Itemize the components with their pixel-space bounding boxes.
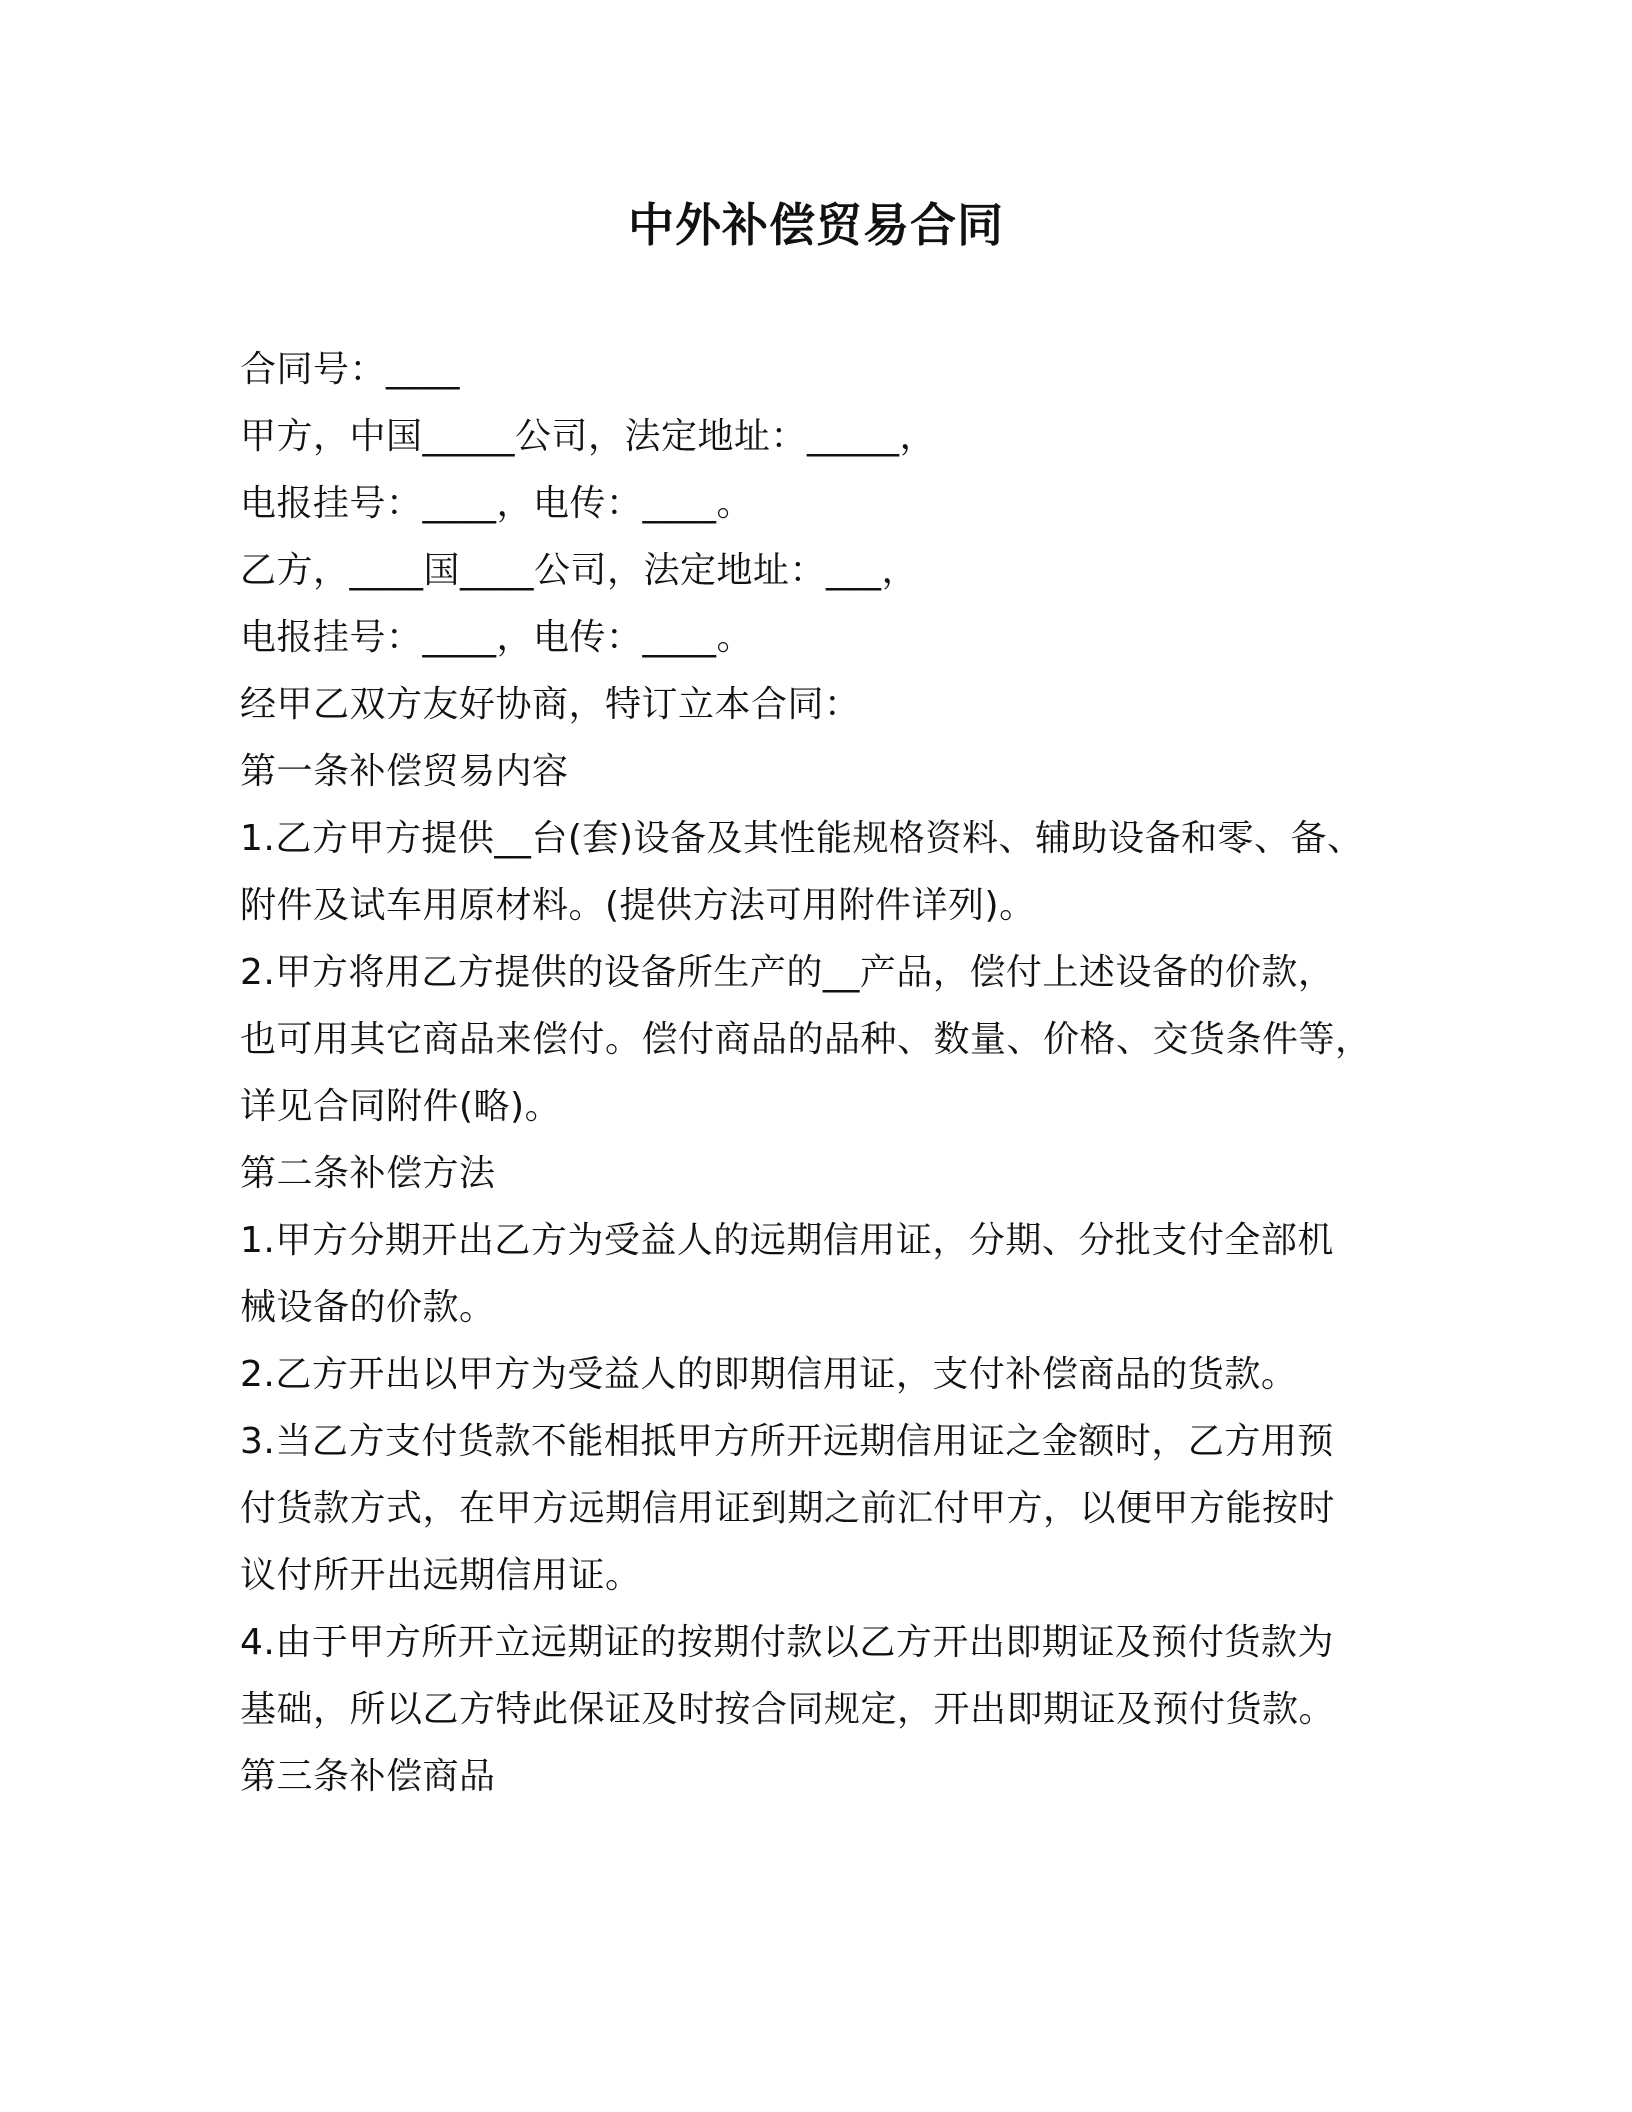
contract-number-line: 合同号：____	[240, 349, 461, 390]
paragraph-line: 2.甲方将用乙方提供的设备所生产的__产品，偿付上述设备的价款，	[240, 952, 1335, 993]
paragraph-line: 付货款方式，在甲方远期信用证到期之前汇付甲方，以便甲方能按时	[240, 1488, 1336, 1529]
party-a-line: 甲方，中国_____公司，法定地址：_____，	[240, 416, 937, 457]
preamble-line: 经甲乙双方友好协商，特订立本合同：	[240, 684, 861, 725]
paragraph-line: 3.当乙方支付货款不能相抵甲方所开远期信用证之金额时，乙方用预	[240, 1421, 1334, 1462]
paragraph-line: 议付所开出远期信用证。	[240, 1555, 642, 1596]
article-3-heading: 第三条补偿商品	[240, 1756, 496, 1797]
paragraph-line: 1.甲方分期开出乙方为受益人的远期信用证，分期、分批支付全部机	[240, 1220, 1334, 1261]
paragraph-line: 也可用其它商品来偿付。偿付商品的品种、数量、价格、交货条件等，	[240, 1019, 1372, 1060]
party-b-line: 乙方，____国____公司，法定地址：___，	[240, 550, 919, 591]
paragraph-line: 2.乙方开出以甲方为受益人的即期信用证，支付补偿商品的货款。	[240, 1354, 1298, 1395]
document-title: 中外补偿贸易合同	[628, 198, 1004, 252]
paragraph-line: 基础，所以乙方特此保证及时按合同规定，开出即期证及预付货款。	[240, 1689, 1336, 1730]
party-b-contact-line: 电报挂号：____，电传：____。	[240, 617, 754, 658]
article-2-heading: 第二条补偿方法	[240, 1153, 496, 1194]
paragraph-line: 4.由于甲方所开立远期证的按期付款以乙方开出即期证及预付货款为	[240, 1622, 1334, 1663]
article-1-heading: 第一条补偿贸易内容	[240, 751, 569, 792]
paragraph-line: 附件及试车用原材料。(提供方法可用附件详列)。	[240, 885, 1036, 926]
paragraph-line: 械设备的价款。	[240, 1287, 496, 1328]
document-body	[240, 336, 1410, 1810]
paragraph-line: 详见合同附件(略)。	[240, 1086, 562, 1127]
party-a-contact-line: 电报挂号：____，电传：____。	[240, 483, 754, 524]
paragraph-line: 1.乙方甲方提供__台(套)设备及其性能规格资料、辅助设备和零、备、	[240, 818, 1364, 859]
